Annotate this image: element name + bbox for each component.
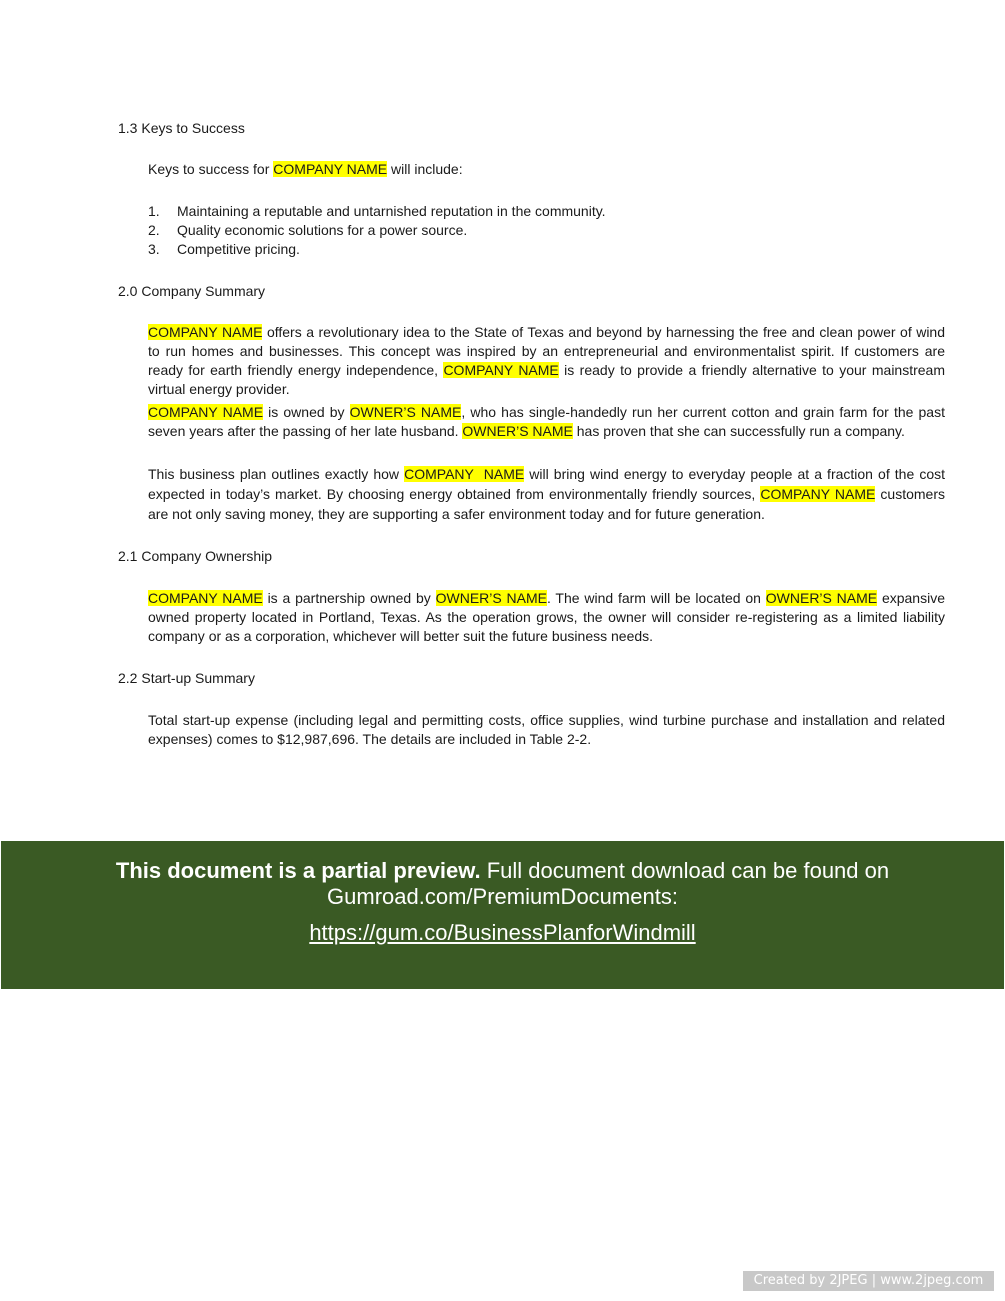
company-name-placeholder: COMPANY NAME [404, 466, 525, 482]
text-run: will bring wind energy to everyday people at a fraction of the cost expected in today’s market. By choosing energy obtained from environmentally friendly sources, [148, 466, 945, 502]
list-number: 2. [148, 222, 160, 238]
text-run: is owned by [263, 404, 350, 420]
preview-banner [1, 841, 1004, 989]
text-run: expansive owned property located in Portland, Texas. As the operation grows, the owner will consider re-registering as a limited liability company or as a corporation, whichever will better suit the future business needs. [148, 590, 945, 644]
company-summary-paragraph-3 [148, 464, 945, 524]
owner-name-placeholder: OWNER’S NAME [349, 404, 462, 420]
section-heading-startup-summary: 2.2 Start-up Summary [118, 670, 255, 686]
owner-name-placeholder: OWNER’S NAME [462, 423, 573, 439]
company-name-placeholder: COMPANY NAME [273, 161, 388, 177]
text-run: is ready to provide a friendly alternative to your mainstream virtual energy provider. [148, 362, 945, 397]
preview-bold-text: This document is a partial preview. [115, 858, 481, 883]
text-run: This business plan outlines exactly how [148, 466, 405, 482]
company-name-placeholder: COMPANY NAME [443, 362, 559, 378]
list-number: 1. [148, 203, 160, 219]
preview-rest-text: Full document download can be found on Gumroad.com/PremiumDocuments: [327, 858, 890, 909]
company-summary-paragraph-2 [148, 403, 945, 441]
preview-link-line [1, 920, 1004, 946]
section-heading-keys-to-success: 1.3 Keys to Success [118, 120, 245, 136]
company-summary-paragraph-1 [148, 323, 945, 399]
download-link[interactable]: https://gum.co/BusinessPlanforWindmill [309, 920, 696, 945]
company-name-placeholder: COMPANY NAME [148, 404, 264, 420]
list-item [148, 240, 945, 259]
text-run: is a partnership owned by [262, 590, 436, 606]
text-run: , who has single-handedly run her current cotton and grain farm for the past seven years after the passing of her late husband. [148, 404, 945, 439]
text-run: Keys to success for [148, 161, 274, 177]
text-run: will include: [387, 161, 463, 177]
text-run: has proven that she can successfully run a company. [572, 423, 905, 439]
section-heading-company-summary: 2.0 Company Summary [118, 283, 266, 299]
company-name-placeholder: COMPANY NAME [760, 486, 876, 502]
list-number: 3. [148, 241, 160, 257]
list-text: Maintaining a reputable and untarnished reputation in the community. [177, 203, 606, 219]
list-item [148, 202, 945, 221]
keys-intro-paragraph [148, 160, 945, 179]
preview-message [1, 858, 1004, 910]
company-name-placeholder: COMPANY NAME [148, 590, 263, 606]
company-ownership-paragraph [148, 589, 945, 646]
list-text: Competitive pricing. [177, 241, 300, 257]
text-run: . The wind farm will be located on [546, 590, 766, 606]
startup-summary-paragraph: Total start-up expense (including legal and permitting costs, office supplies, wind turbine purchase and installation and related expenses) comes to $12,987,696. The details are included in Table 2-2. [148, 712, 945, 747]
list-text: Quality economic solutions for a power source. [177, 222, 468, 238]
text-run: offers a revolutionary idea to the State of Texas and beyond by harnessing the free and clean power of wind to run homes and businesses. This concept was inspired by an entrepreneurial and environmentalist spirit. If customers are ready for earth friendly energy independence, [148, 324, 945, 378]
keys-list [148, 202, 945, 259]
section-heading-company-ownership: 2.1 Company Ownership [118, 548, 273, 564]
list-item [148, 221, 945, 240]
company-name-placeholder: COMPANY NAME [148, 324, 263, 340]
owner-name-placeholder: OWNER’S NAME [765, 590, 878, 606]
owner-name-placeholder: OWNER’S NAME [435, 590, 547, 606]
text-run: customers are not only saving money, they are supporting a safer environment today and for future generation. [148, 486, 945, 522]
watermark: Created by 2JPEG | www.2jpeg.com [743, 1271, 994, 1291]
